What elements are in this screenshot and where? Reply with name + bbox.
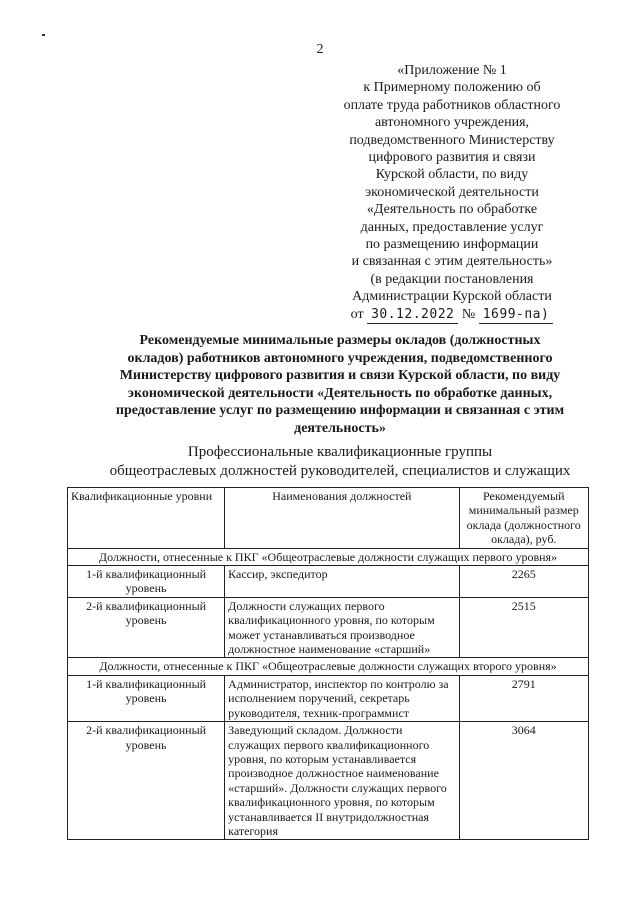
- group-title: Должности, отнесенные к ПКГ «Общеотраслевые должности служащих первого уровня»: [68, 548, 589, 565]
- heading-line: Министерству цифрового развития и связи Курской области, по виду: [119, 368, 561, 384]
- position-names: Заведующий складом. Должности служащих первого квалификационного уровня, по которым устанавливается производное должностное наименование «старший». Должности служащих первого квалификационного уровня, по которым устанавливается II внутридолжностная категория: [225, 722, 459, 840]
- min-salary: 2791: [459, 675, 589, 721]
- appendix-line: автономного учреждения,: [374, 115, 530, 131]
- header-min-salary: Рекомендуемый минимальный размер оклада (должностного оклада), руб.: [459, 488, 589, 549]
- appendix-line: цифрового развития и связи: [368, 150, 536, 166]
- position-names: Администратор, инспектор по контролю за исполнением поручений, секретарь руководителя, техник-программист: [225, 675, 459, 721]
- heading-line: окладов) работников автономного учреждения, подведомственного: [127, 350, 553, 366]
- min-salary: 2515: [459, 597, 589, 658]
- appendix-line: оплате труда работников областного: [343, 97, 561, 113]
- appendix-line: «Деятельность по обработке: [366, 202, 538, 218]
- resolution-date: 30.12.2022: [367, 306, 458, 324]
- group-title: Должности, отнесенные к ПКГ «Общеотраслевые должности служащих второго уровня»: [68, 658, 589, 675]
- min-salary: 3064: [459, 722, 589, 840]
- number-prefix: №: [461, 306, 476, 322]
- group-title-row: [68, 548, 589, 565]
- heading-line: деятельность»: [294, 420, 386, 436]
- salary-table: [67, 487, 589, 840]
- appendix-line: по размещению информации: [365, 237, 539, 253]
- header-position-names: Наименования должностей: [225, 488, 459, 549]
- appendix-line: «Приложение № 1: [397, 63, 507, 78]
- page-number: 2: [316, 42, 324, 57]
- min-salary: 2265: [459, 566, 589, 598]
- appendix-block: [318, 62, 586, 324]
- header-qualification-levels: Квалификационные уровни: [68, 488, 225, 549]
- appendix-line: Администрации Курской области: [352, 289, 552, 305]
- heading-line: экономической деятельности «Деятельность по обработке данных,: [127, 385, 553, 401]
- table-row: [68, 722, 589, 840]
- table-header-row: [68, 488, 589, 549]
- resolution-number: 1699-па): [479, 306, 554, 324]
- appendix-line: данных, предоставление услуг: [360, 219, 544, 235]
- table-row: [68, 566, 589, 598]
- appendix-line: экономической деятельности: [365, 184, 539, 200]
- table-row: [68, 675, 589, 721]
- scan-speck: [42, 34, 45, 36]
- appendix-line: и связанная с этим деятельность»: [351, 254, 553, 270]
- appendix-line: подведомственного Министерству: [349, 132, 555, 148]
- qualification-level: 2-й квалификационный уровень: [68, 722, 225, 840]
- group-title-row: [68, 658, 589, 675]
- qualification-level: 2-й квалификационный уровень: [68, 597, 225, 658]
- appendix-line: к Примерному положению об: [363, 80, 541, 96]
- appendix-line: Курской области, по виду: [375, 167, 529, 183]
- section-subheading: [70, 443, 610, 481]
- appendix-date-line: [318, 306, 586, 324]
- heading-line: предоставление услуг по размещению информации и связанная с этим: [115, 403, 565, 419]
- qualification-level: 1-й квалификационный уровень: [68, 675, 225, 721]
- heading-line: Рекомендуемые минимальные размеры окладов (должностных: [139, 333, 541, 348]
- subheading-line: общеотраслевых должностей руководителей, специалистов и служащих: [109, 463, 571, 479]
- date-prefix: от: [350, 306, 364, 322]
- subheading-line: Профессиональные квалификационные группы: [187, 444, 493, 460]
- table-row: [68, 597, 589, 658]
- position-names: Должности служащих первого квалификационного уровня, по которым может устанавливаться производное должностное наименование «старший»: [225, 597, 459, 658]
- qualification-level: 1-й квалификационный уровень: [68, 566, 225, 598]
- appendix-line: (в редакции постановления: [370, 271, 534, 287]
- position-names: Кассир, экспедитор: [225, 566, 459, 598]
- document-heading: [80, 332, 600, 438]
